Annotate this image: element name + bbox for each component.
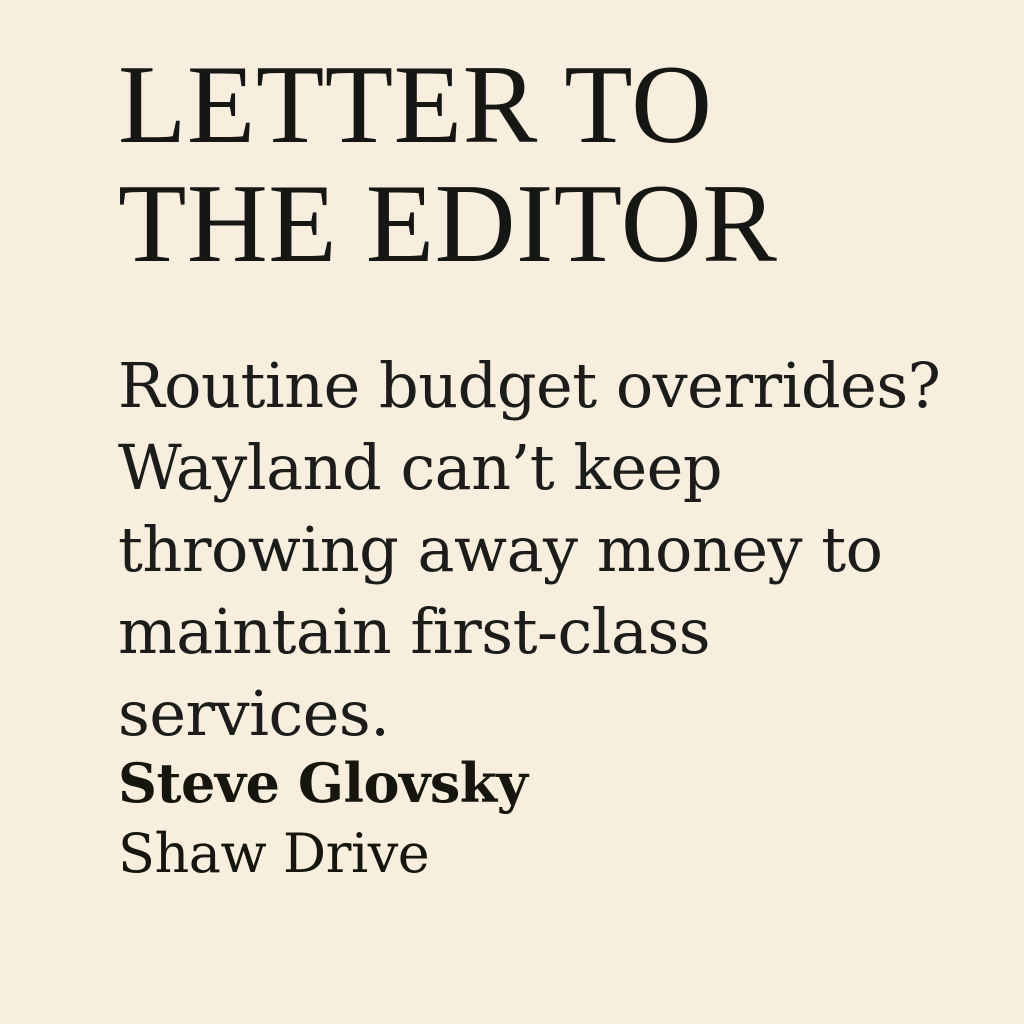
byline-author-location: Shaw Drive	[118, 822, 430, 886]
headline-line-2: THE EDITOR	[118, 161, 778, 286]
headline-line-1: LETTER TO	[118, 43, 713, 167]
byline-author-name: Steve Glovsky	[118, 751, 528, 815]
page-title	[118, 40, 964, 286]
byline	[118, 752, 528, 887]
deck-text: Routine budget overrides? Wayland can’t keep throwing away money to maintain first-class services.	[118, 349, 941, 750]
